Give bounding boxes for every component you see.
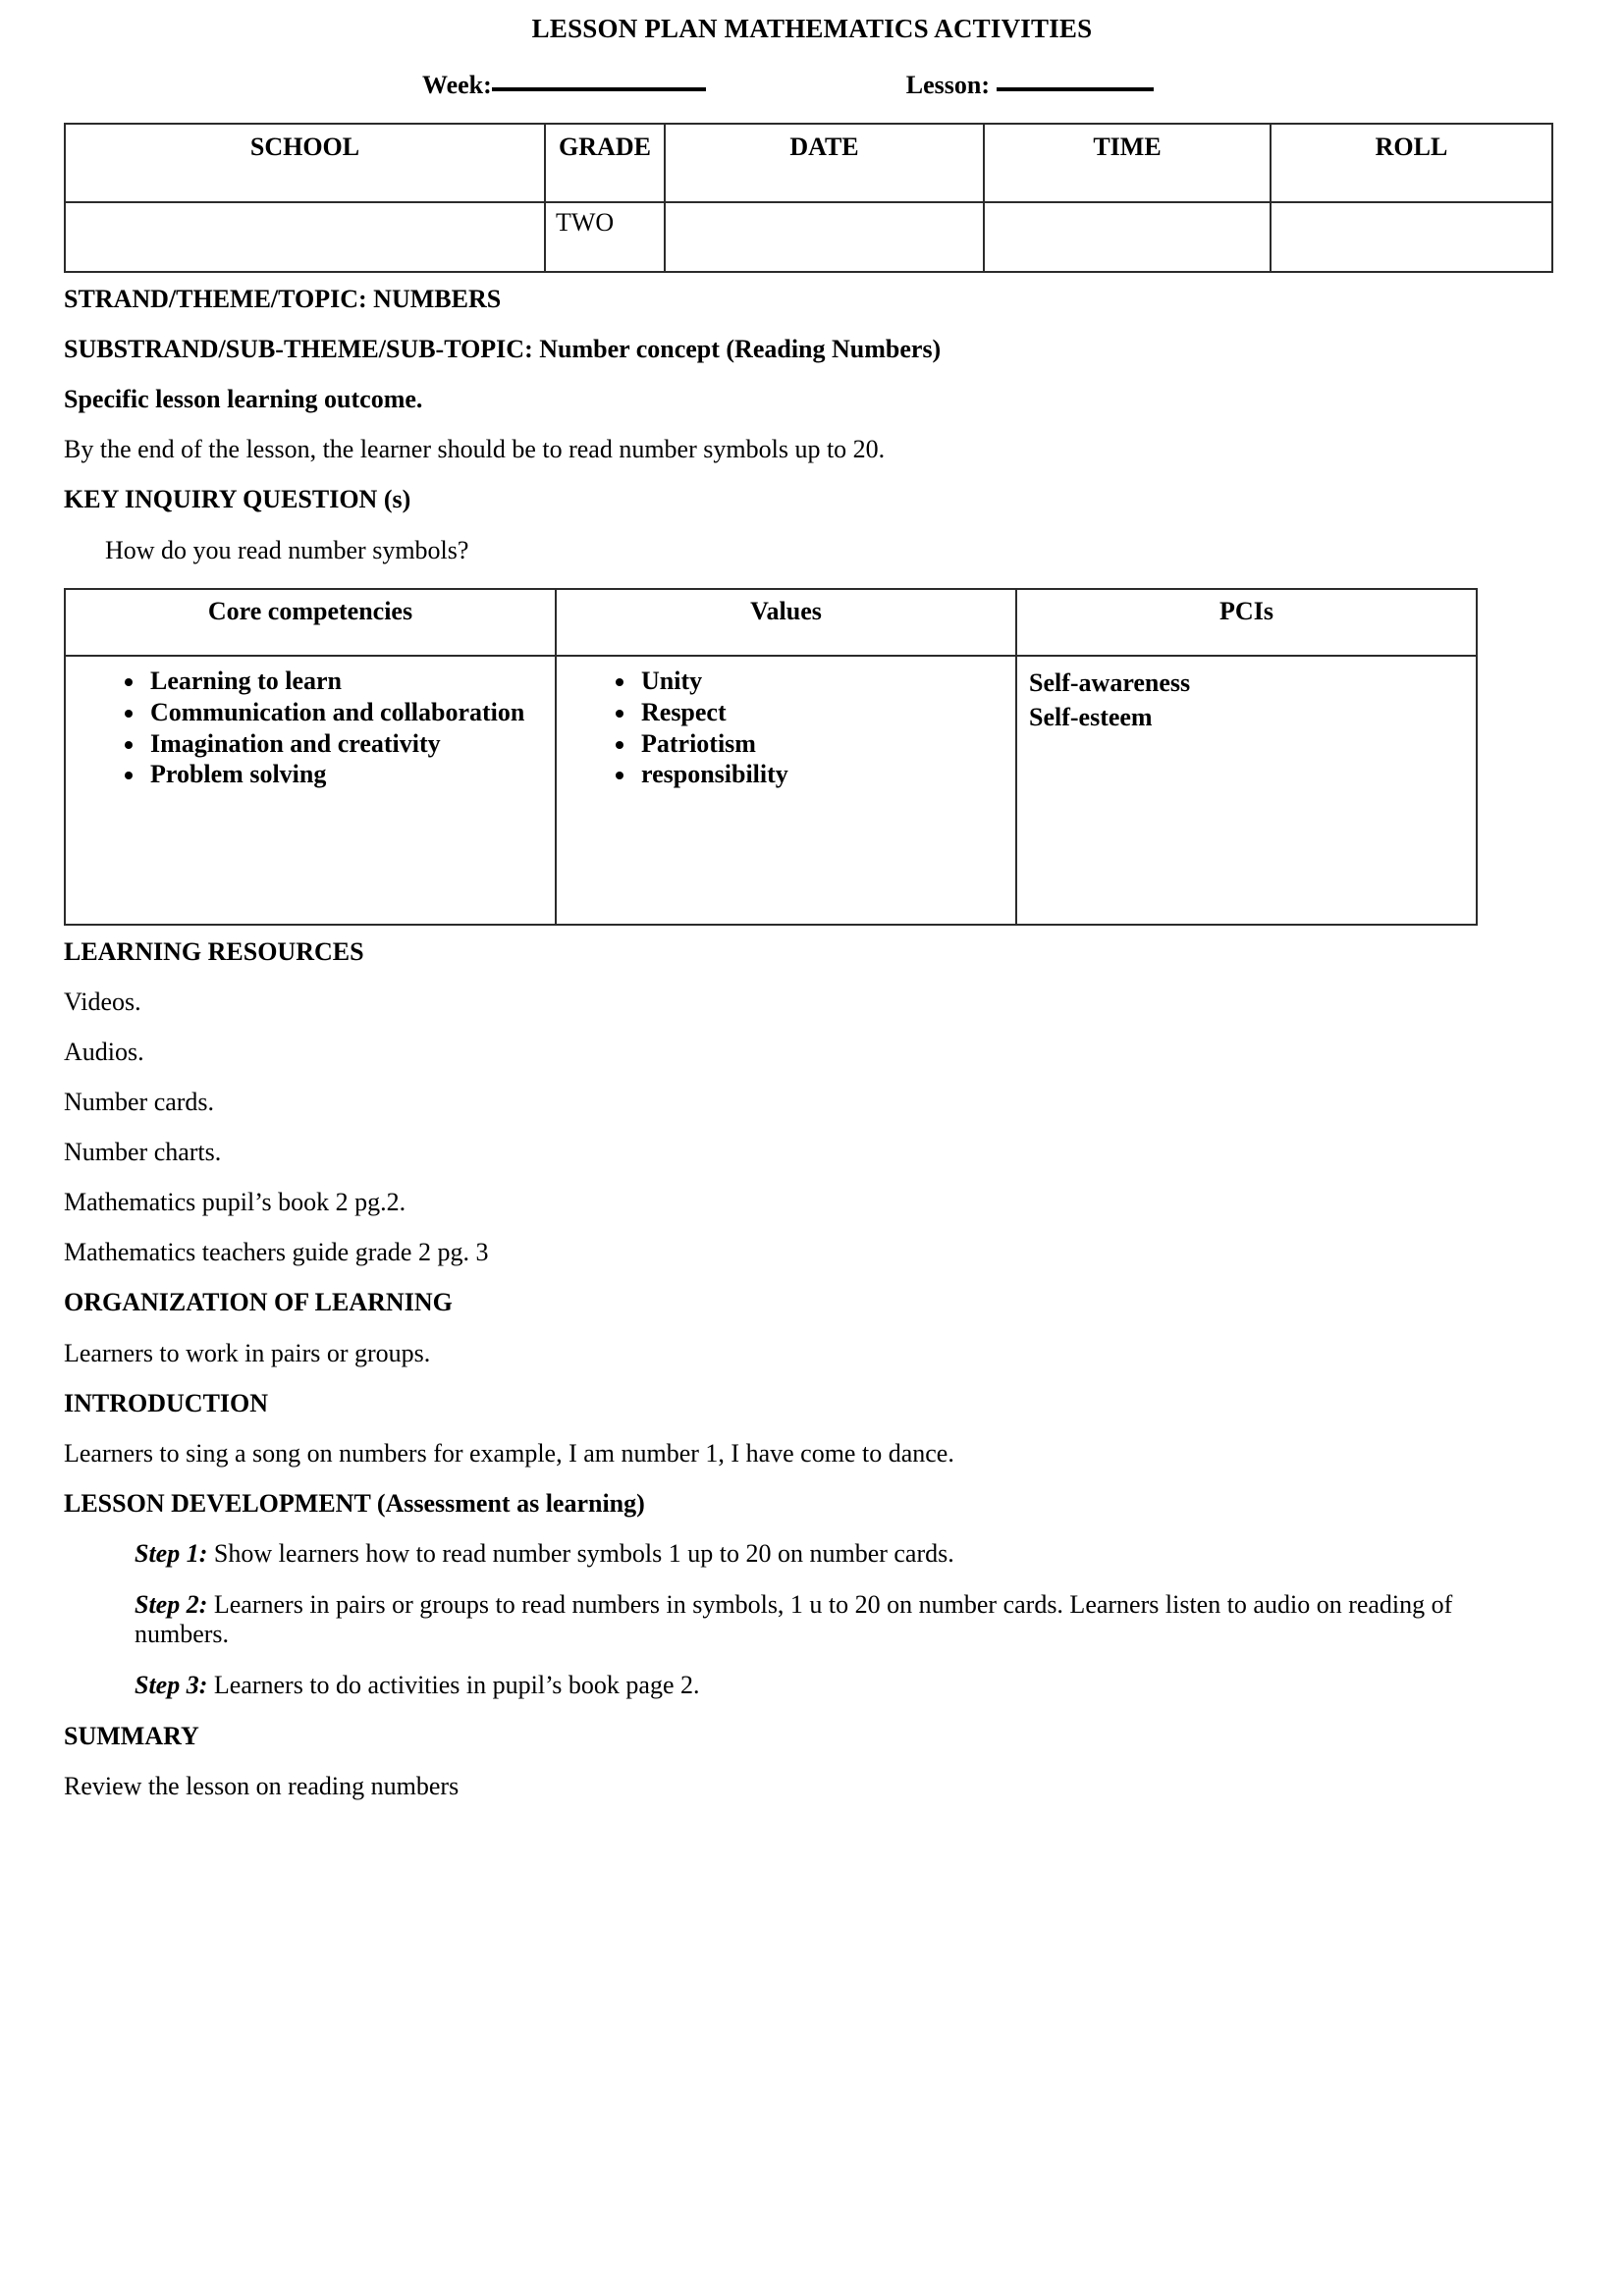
resource-item: Mathematics pupil’s book 2 pg.2.	[64, 1188, 406, 1217]
table-row	[65, 202, 1552, 272]
list-item: • Patriotism	[637, 729, 1015, 760]
column-header-time: TIME	[984, 124, 1271, 202]
column-header-date: DATE	[665, 124, 984, 202]
outcome-heading: Specific lesson learning outcome.	[64, 385, 423, 414]
column-header-grade: GRADE	[545, 124, 665, 202]
resource-item: Number charts.	[64, 1138, 222, 1167]
substrand-heading: SUBSTRAND/SUB-THEME/SUB-TOPIC: Number concept (Reading Numbers)	[64, 335, 942, 364]
outcome-text: By the end of the lesson, the learner should be to read number symbols up to 20.	[64, 435, 886, 464]
lesson-step	[135, 1671, 1526, 1700]
list-item: Self-awareness	[1029, 667, 1191, 697]
lesson-info-table	[64, 123, 1553, 273]
cell-grade[interactable]: TWO	[545, 202, 665, 272]
cell-school[interactable]	[65, 202, 545, 272]
list-item: • Imagination and creativity	[146, 729, 555, 760]
values-list	[557, 667, 1015, 791]
column-header-values: Values	[556, 589, 1016, 656]
cell-time[interactable]	[984, 202, 1271, 272]
list-item: • Communication and collaboration	[146, 698, 555, 728]
lesson-input-rule[interactable]	[997, 87, 1154, 91]
week-label: Week:	[422, 71, 492, 99]
list-item: • Unity	[637, 667, 1015, 697]
step-label: Step 3:	[135, 1670, 208, 1699]
cell-roll[interactable]	[1271, 202, 1552, 272]
cell-values	[556, 656, 1016, 925]
lesson-development-heading: LESSON DEVELOPMENT (Assessment as learning)	[64, 1488, 645, 1518]
introduction-text: Learners to sing a song on numbers for example, I am number 1, I have come to dance.	[64, 1438, 954, 1468]
list-item: Self-esteem	[1029, 702, 1153, 731]
list-item: • Problem solving	[146, 760, 555, 790]
learning-resources-heading: LEARNING RESOURCES	[64, 936, 364, 966]
week-input-rule[interactable]	[492, 87, 706, 91]
competency-table	[64, 588, 1478, 926]
column-header-roll: ROLL	[1271, 124, 1552, 202]
list-item: • Learning to learn	[146, 667, 555, 697]
resource-item: Videos.	[64, 987, 141, 1016]
resource-item: Number cards.	[64, 1087, 215, 1116]
step-label: Step 2:	[135, 1589, 208, 1619]
lesson-step	[135, 1539, 1526, 1569]
resource-item: Audios.	[64, 1037, 144, 1066]
introduction-heading: INTRODUCTION	[64, 1388, 269, 1417]
core-competency-list	[66, 667, 555, 791]
summary-heading: SUMMARY	[64, 1721, 199, 1750]
list-item: • responsibility	[637, 760, 1015, 790]
column-header-school: SCHOOL	[65, 124, 545, 202]
organization-heading: ORGANIZATION OF LEARNING	[64, 1288, 453, 1317]
resource-item: Mathematics teachers guide grade 2 pg. 3	[64, 1238, 489, 1267]
organization-text: Learners to work in pairs or groups.	[64, 1338, 431, 1367]
page-title: LESSON PLAN MATHEMATICS ACTIVITIES	[531, 14, 1093, 43]
table-header-row	[65, 124, 1552, 202]
lesson-label: Lesson:	[905, 71, 991, 99]
competency-header-row	[65, 589, 1477, 656]
cell-pcis	[1016, 656, 1477, 925]
step-text: Learners to do activities in pupil’s book page 2.	[207, 1670, 700, 1699]
list-item: • Respect	[637, 698, 1015, 728]
lesson-step	[135, 1590, 1536, 1649]
week-lesson-row	[0, 71, 1624, 100]
summary-text: Review the lesson on reading numbers	[64, 1771, 460, 1800]
competency-body-row	[65, 656, 1477, 925]
pci-list	[1017, 667, 1476, 733]
step-text: Learners in pairs or groups to read numbers in symbols, 1 u to 20 on number cards. Learners listen to audio on reading of numbers.	[135, 1589, 1453, 1648]
cell-date[interactable]	[665, 202, 984, 272]
column-header-pcis: PCIs	[1016, 589, 1477, 656]
column-header-core-competencies: Core competencies	[65, 589, 556, 656]
key-inquiry-text: How do you read number symbols?	[105, 535, 469, 564]
step-label: Step 1:	[135, 1538, 208, 1568]
key-inquiry-heading: KEY INQUIRY QUESTION (s)	[64, 485, 411, 514]
step-text: Show learners how to read number symbols 1 up to 20 on number cards.	[207, 1538, 954, 1568]
strand-heading: STRAND/THEME/TOPIC: NUMBERS	[64, 285, 502, 313]
cell-core-competencies	[65, 656, 556, 925]
